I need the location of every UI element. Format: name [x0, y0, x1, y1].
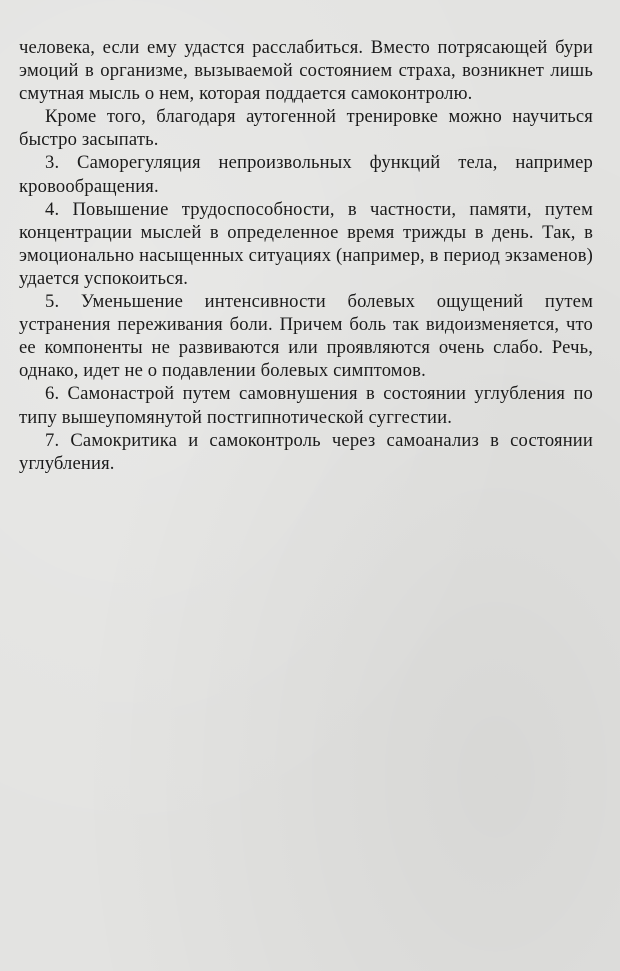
list-item-4: 4. Повышение трудоспособности, в частности, памяти, путем концентрации мыслей в определенное время трижды в день. Так, в эмоционально насыщенных ситуациях (например, в период экзаменов) удается успокоиться. — [19, 198, 593, 289]
paragraph-autogenic-sleep: Кроме того, благодаря аутогенной тренировке можно научиться быстро засыпать. — [19, 106, 593, 151]
list-item-6: 6. Самонастрой путем самовнушения в состоянии углубления по типу вышеупомянутой постгипнотической суггестии. — [19, 383, 593, 428]
list-item-5: 5. Уменьшение интенсивности болевых ощущений путем устранения переживания боли. Причем боль так видоизменяется, что ее компоненты не развиваются или проявляются очень слабо. Речь, однако, идет не о подавлении болевых симптомов. — [19, 291, 593, 382]
list-item-3: 3. Саморегуляция непроизвольных функций тела, например кровообращения. — [19, 152, 593, 197]
list-item-7: 7. Самокритика и самоконтроль через самоанализ в состоянии углубления. — [19, 429, 593, 474]
page-text — [19, 36, 593, 475]
paragraph-continuation: человека, если ему удастся расслабиться. Вместо потрясающей бури эмоций в организме, вызываемой состоянием страха, возникнет лишь смутная мысль о нем, которая поддается самоконтролю. — [19, 37, 593, 105]
